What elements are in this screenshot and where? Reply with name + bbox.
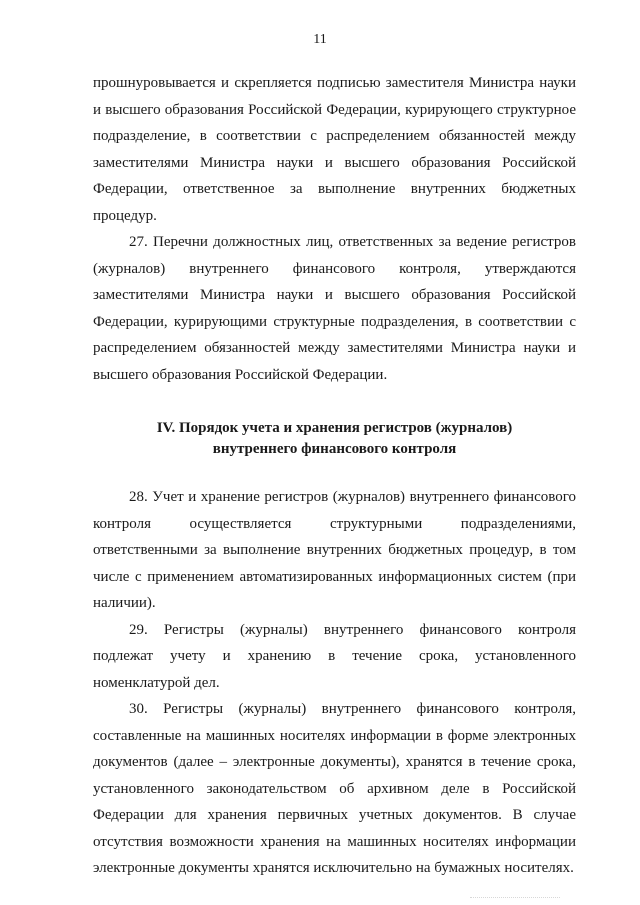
section-heading-line-2: внутреннего финансового контроля (212, 441, 457, 457)
paragraph-28: 28. Учет и хранение регистров (журналов) внутреннего финансового контроля осуществляется структурными подразделениями, ответственными за выполнение внутренних бюджетных процедур, в том числе с применением автоматизированных информационных систем (при наличии). (93, 489, 576, 611)
scan-artifact (470, 897, 560, 899)
section-heading (93, 418, 576, 460)
document-body (93, 70, 576, 882)
page-number: 11 (313, 32, 327, 47)
paragraph-30: 30. Регистры (журналы) внутреннего финансового контроля, составленные на машинных носителях информации в форме электронных документов (далее – электронные документы), хранятся в течение срока, установленного законодательством об архивном деле в Российской Федерации для хранения первичных учетных документов. В случае отсутствия возможности хранения на машинных носителях информации электронные документы хранятся исключительно на бумажных носителях. (93, 701, 576, 876)
paragraph-29: 29. Регистры (журналы) внутреннего финансового контроля подлежат учету и хранению в течение срока, установленного номенклатурой дел. (93, 621, 576, 691)
paragraph-27: 27. Перечни должностных лиц, ответственных за ведение регистров (журналов) внутреннего финансового контроля, утверждаются заместителями Министра науки и высшего образования Российской Федерации, курирующими структурные подразделения, в соответствии с распределением обязанностей между заместителями Министра науки и высшего образования Российской Федерации. (93, 234, 576, 383)
section-heading-line-1: IV. Порядок учета и хранения регистров (журналов) (156, 420, 513, 436)
paragraph-continuation: прошнуровывается и скрепляется подписью заместителя Министра науки и высшего образования Российской Федерации, курирующего структурное подразделение, в соответствии с распределением обязанностей между заместителями Министра науки и высшего образования Российской Федерации, ответственное за выполнение внутренних бюджетных процедур. (93, 75, 576, 224)
